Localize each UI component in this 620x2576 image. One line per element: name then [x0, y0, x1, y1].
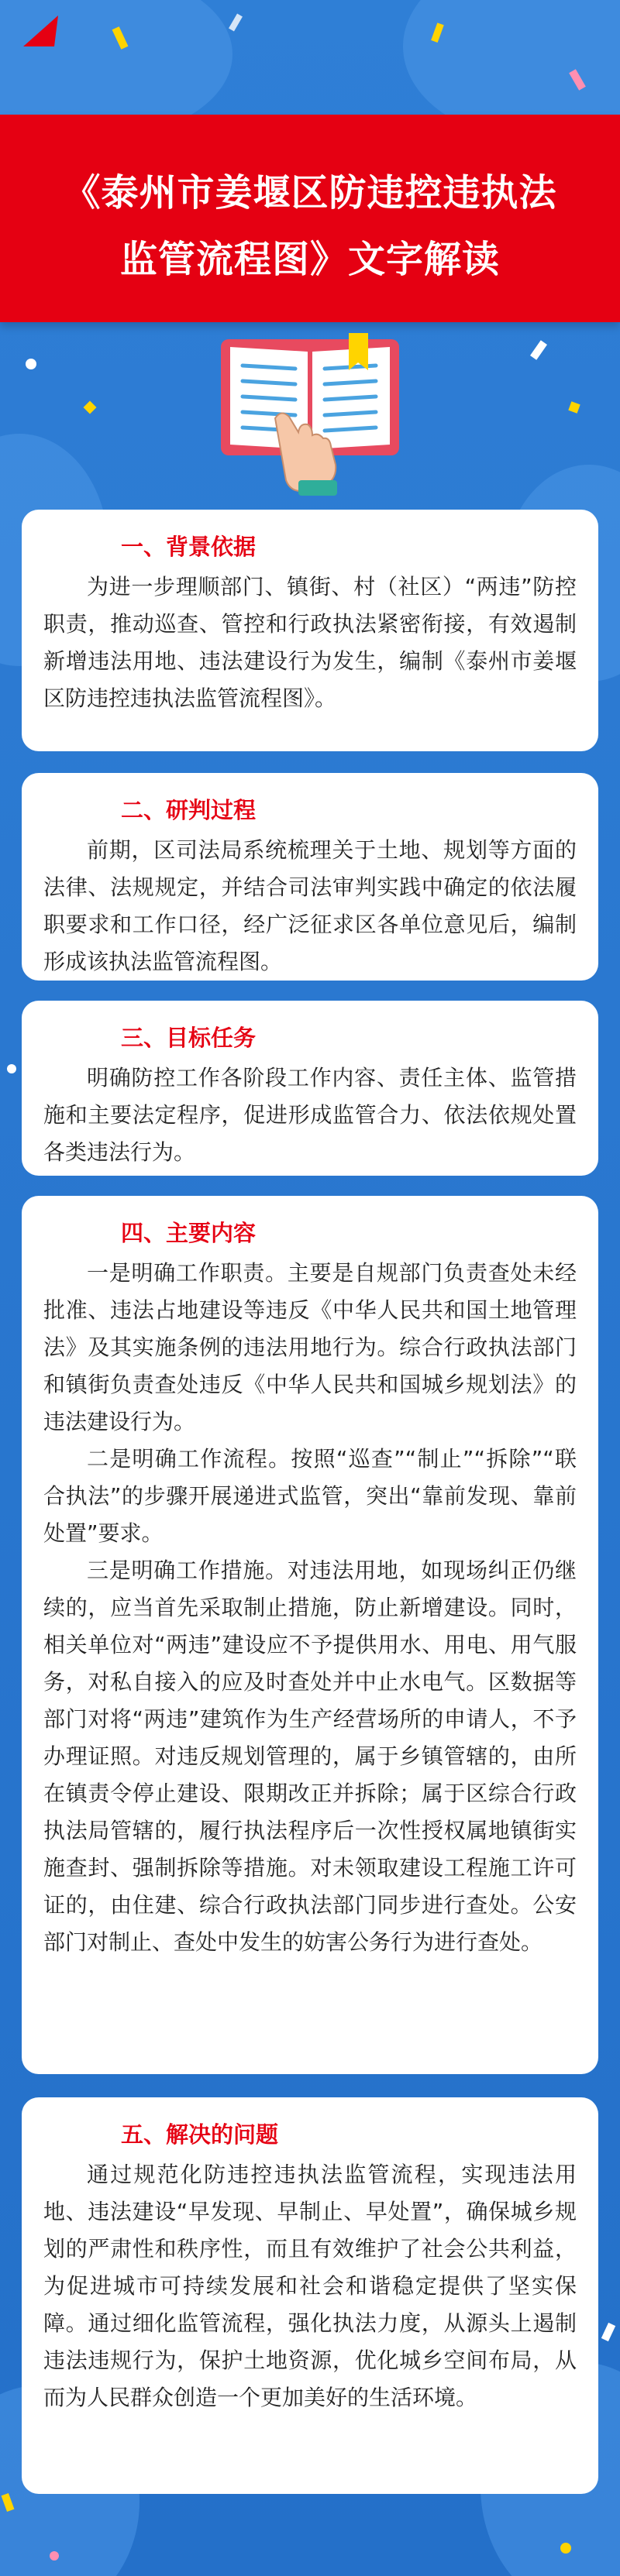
section-card-process [22, 773, 598, 981]
section-paragraph: 前期，区司法局系统梳理关于土地、规划等方面的法律、法规规定，并结合司法审判实践中确定的依法履职要求和工作口径，经广泛征求区各单位意见后，编制形成该执法监管流程图。 [43, 837, 577, 974]
section-heading: 三、目标任务 [121, 1025, 257, 1051]
section-paragraph: 为进一步理顺部门、镇街、村（社区）“两违”防控职责，推动巡查、管控和行政执法紧密衔接，有效遏制新增违法用地、违法建设行为发生，编制《泰州市姜堰区防违控违执法监管流程图》。 [43, 574, 577, 711]
section-card-goals [22, 1001, 598, 1176]
section-card-solved [22, 2097, 598, 2494]
section-heading: 五、解决的问题 [121, 2121, 279, 2148]
section-paragraph: 三是明确工作措施。对违法用地，如现场纠正仍继续的，应当首先采取制止措施，防止新增建设。同时，相关单位对“两违”建设应不予提供用水、用电、用气服务，对私自接入的应及时查处并中止水电气。区数据等部门对将“两违”建筑作为生产经营场所的申请人，不予办理证照。对违反规划管理的，属于乡镇管辖的，由所在镇责令停止建设、限期改正并拆除；属于区综合行政执法局管辖的，履行执法程序后一次性授权属地镇街实施查封、强制拆除等措施。对未领取建设工程施工许可证的，由住建、综合行政执法部门同步进行查处。公安部门对制止、查处中发生的妨害公务行为进行查处。 [43, 1558, 577, 1955]
title-banner [0, 115, 620, 322]
title-line-2: 监管流程图》文字解读 [119, 238, 500, 281]
section-card-content [22, 1196, 598, 2074]
title-line-1: 《泰州市姜堰区防违控违执法 [63, 171, 557, 215]
open-book-illustration [221, 333, 399, 496]
section-card-background [22, 510, 598, 751]
section-paragraph: 一是明确工作职责。主要是自规部门负责查处未经批准、违法占地建设等违反《中华人民共和国土地管理法》及其实施条例的违法用地行为。综合行政执法部门和镇街负责查处违反《中华人民共和国城乡规划法》的违法建设行为。 [43, 1260, 577, 1434]
section-paragraph: 通过规范化防违控违执法监管流程，实现违法用地、违法建设“早发现、早制止、早处置”，确保城乡规划的严肃性和秩序性，而且有效维护了社会公共利益，为促进城市可持续发展和社会和谐稳定提供了坚实保障。通过细化监管流程，强化执法力度，从源头上遏制违法违规行为，保护土地资源，优化城乡空间布局，从而为人民群众创造一个更加美好的生活环境。 [43, 2162, 577, 2410]
section-paragraph: 明确防控工作各阶段工作内容、责任主体、监管措施和主要法定程序，促进形成监管合力、依法依规处置各类违法行为。 [43, 1065, 577, 1165]
section-heading: 二、研判过程 [121, 797, 257, 823]
section-heading: 一、背景依据 [121, 534, 257, 560]
section-heading: 四、主要内容 [121, 1220, 257, 1246]
section-paragraph: 二是明确工作流程。按照“巡查”“制止”“拆除”“联合执法”的步骤开展递进式监管，突出“靠前发现、靠前处置”要求。 [43, 1446, 577, 1546]
